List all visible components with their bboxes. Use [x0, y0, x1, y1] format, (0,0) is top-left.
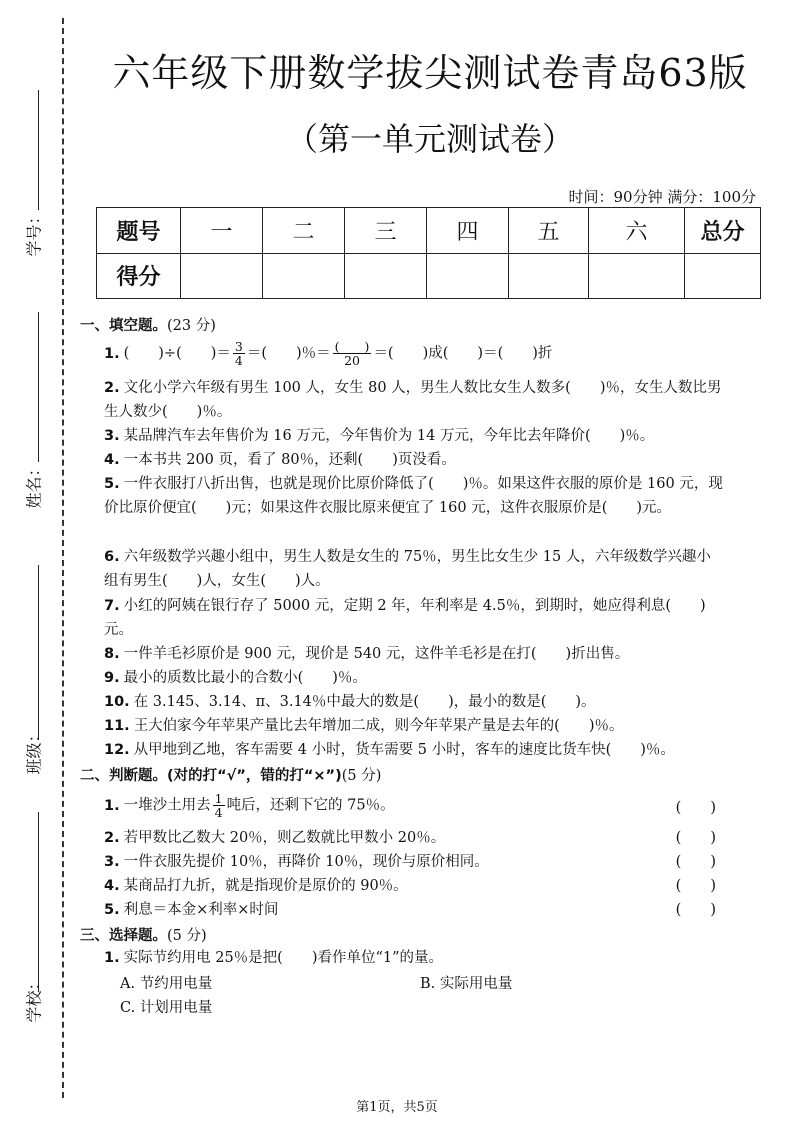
score-table-col-total: 总分: [685, 208, 761, 254]
score-cell[interactable]: [685, 253, 761, 299]
question-number: 5.: [104, 902, 120, 918]
score-table-row-header: 得分: [97, 253, 181, 299]
score-cell[interactable]: [263, 253, 345, 299]
question-number: 12.: [104, 742, 130, 758]
page-title: 六年级下册数学拔尖测试卷青岛63版: [112, 51, 748, 95]
choice-option-c[interactable]: C. 计划用电量: [120, 1000, 213, 1016]
question-number: 1.: [104, 950, 120, 966]
choice-option-b[interactable]: B. 实际用电量: [420, 976, 513, 992]
section-points: (23 分): [167, 318, 216, 334]
section-title-text: 三、选择题。: [80, 928, 167, 944]
school-label: 学校：: [24, 974, 44, 1023]
question-text: 王大伯家今年苹果产量比去年增加二成，则今年苹果产量是去年的( )％。: [133, 718, 624, 734]
judge-answer-paren-5[interactable]: ( ): [675, 902, 716, 918]
question-number: 4.: [104, 878, 120, 894]
fill-question-3: [104, 424, 724, 448]
score-table-col: 五: [509, 208, 589, 254]
score-table-col: 三: [345, 208, 427, 254]
choice-question-1: [104, 946, 724, 970]
binding-dashed-line: [62, 18, 64, 1098]
score-cell[interactable]: [345, 253, 427, 299]
question-text: 文化小学六年级有男生 100 人，女生 80 人，男生人数比女生人数多( )％，女生人数比男生人数少( )％。: [104, 380, 722, 420]
question-number: 6.: [104, 549, 120, 565]
question-text: ＝( )成( )＝( )折: [373, 345, 553, 362]
fill-question-6: [104, 545, 724, 593]
page-footer: 第1页，共5页: [356, 1100, 438, 1115]
fill-question-11: [104, 714, 724, 738]
page-subtitle: （第一单元测试卷）: [285, 120, 574, 158]
class-label: 班级：: [24, 726, 44, 775]
school-line: [38, 812, 39, 992]
score-cell[interactable]: [509, 253, 589, 299]
judge-answer-paren-4[interactable]: ( ): [675, 878, 716, 894]
question-text: 利息＝本金×利率×时间: [123, 902, 279, 918]
question-text: 一本书共 200 页，看了 80％，还剩( )页没看。: [123, 452, 456, 468]
fill-question-9: [104, 666, 724, 690]
score-table-score-row: [97, 253, 761, 299]
judge-answer-paren-3[interactable]: ( ): [675, 854, 716, 870]
question-number: 8.: [104, 646, 120, 662]
question-number: 10.: [104, 694, 130, 710]
fraction-numerator: 1: [214, 791, 223, 806]
score-cell[interactable]: [181, 253, 263, 299]
question-number: 11.: [104, 718, 130, 734]
question-text: 某商品打九折，就是指现价是原价的 90％。: [123, 878, 408, 894]
fill-question-2: [104, 376, 724, 424]
question-text: 一堆沙土用去: [123, 797, 211, 814]
question-text: 实际节约用电 25％是把( )看作单位“1”的量。: [123, 950, 444, 966]
score-cell[interactable]: [427, 253, 509, 299]
student-id-label: 学号：: [24, 208, 44, 257]
section-title-text: 一、填空题。: [80, 318, 167, 334]
section-title-text: 二、判断题。(对的打“√”，错的打“×”): [80, 768, 342, 784]
question-text: 一件羊毛衫原价是 900 元，现价是 540 元，这件羊毛衫是在打( )折出售。: [123, 646, 630, 662]
question-number: 2.: [104, 830, 120, 846]
score-cell[interactable]: [589, 253, 685, 299]
fraction: [233, 340, 245, 367]
fraction: [333, 340, 372, 367]
question-text: 一件衣服先提价 10％，再降价 10％，现价与原价相同。: [123, 854, 489, 870]
section-choice-title: [80, 924, 207, 945]
question-text: 若甲数比乙数大 20％，则乙数就比甲数小 20％。: [123, 830, 446, 846]
class-line: [38, 565, 39, 740]
name-label: 姓名：: [24, 460, 44, 509]
score-table-col: 二: [263, 208, 345, 254]
fraction-numerator: ( ): [334, 339, 370, 354]
fraction-numerator: 3: [234, 339, 243, 354]
question-number: 9.: [104, 670, 120, 686]
score-table-col: 四: [427, 208, 509, 254]
fraction-denominator: 20: [344, 353, 360, 368]
section-fill-title: [80, 314, 216, 335]
question-number: 5.: [104, 476, 120, 492]
fill-question-7: [104, 594, 724, 642]
fraction-denominator: 4: [234, 353, 243, 368]
choice-option-a[interactable]: A. 节约用电量: [120, 976, 213, 992]
score-table: [96, 207, 761, 299]
student-id-line: [38, 90, 39, 210]
name-line: [38, 312, 39, 462]
question-number: 2.: [104, 380, 120, 396]
question-number: 3.: [104, 854, 120, 870]
judge-question-3: [104, 850, 724, 874]
fill-question-5: [104, 472, 724, 520]
question-text: 吨后，还剩下它的 75％。: [226, 797, 395, 814]
section-points: (5 分): [167, 928, 207, 944]
judge-question-1: [104, 792, 724, 819]
question-text: 从甲地到乙地，客车需要 4 小时，货车需要 5 小时，客车的速度比货车快( )％。: [133, 742, 675, 758]
score-table-col: 六: [589, 208, 685, 254]
question-text: 六年级数学兴趣小组中，男生人数是女生的 75％，男生比女生少 15 人，六年级数学兴趣小组有男生( )人，女生( )人。: [104, 549, 711, 589]
fill-question-8: [104, 642, 724, 666]
judge-question-5: [104, 898, 724, 922]
question-text: 在 3.145、3.14、π、3.14％中最大的数是( )，最小的数是( )。: [133, 694, 596, 710]
fraction-denominator: 4: [214, 805, 223, 820]
question-text: 一件衣服打八折出售，也就是现价比原价降低了( )％。如果这件衣服的原价是 160 元，现价比原价便宜( )元；如果这件衣服比原来便宜了 160 元，这件衣服原价是( )元。: [104, 476, 723, 516]
score-table-header-row: [97, 208, 761, 254]
score-table-row-header: 题号: [97, 208, 181, 254]
fraction: [213, 792, 225, 819]
judge-question-2: [104, 826, 724, 850]
section-points: (5 分): [341, 768, 382, 784]
question-text: ( )÷( )＝: [123, 345, 231, 362]
fill-question-12: [104, 738, 724, 762]
judge-answer-paren-1[interactable]: ( ): [675, 800, 716, 816]
question-text: 某品牌汽车去年售价为 16 万元，今年售价为 14 万元，今年比去年降价( )％。: [123, 428, 655, 444]
question-number: 4.: [104, 452, 120, 468]
judge-answer-paren-2[interactable]: ( ): [675, 830, 716, 846]
exam-time-info: 时间：90分钟 满分：100分: [568, 188, 756, 206]
fill-question-4: [104, 448, 724, 472]
question-text: 小红的阿姨在银行存了 5000 元，定期 2 年，年利率是 4.5％，到期时，她应得利息( )元。: [104, 598, 706, 638]
judge-question-4: [104, 874, 724, 898]
question-number: 3.: [104, 428, 120, 444]
fill-question-1: [104, 340, 724, 367]
question-number: 7.: [104, 598, 120, 614]
question-text: 最小的质数比最小的合数小( )％。: [123, 670, 367, 686]
question-number: 1.: [104, 345, 120, 362]
question-text: ＝( )％＝: [246, 345, 331, 362]
question-number: 1.: [104, 797, 120, 814]
fill-question-10: [104, 690, 724, 714]
score-table-col: 一: [181, 208, 263, 254]
section-judge-title: [80, 764, 381, 785]
